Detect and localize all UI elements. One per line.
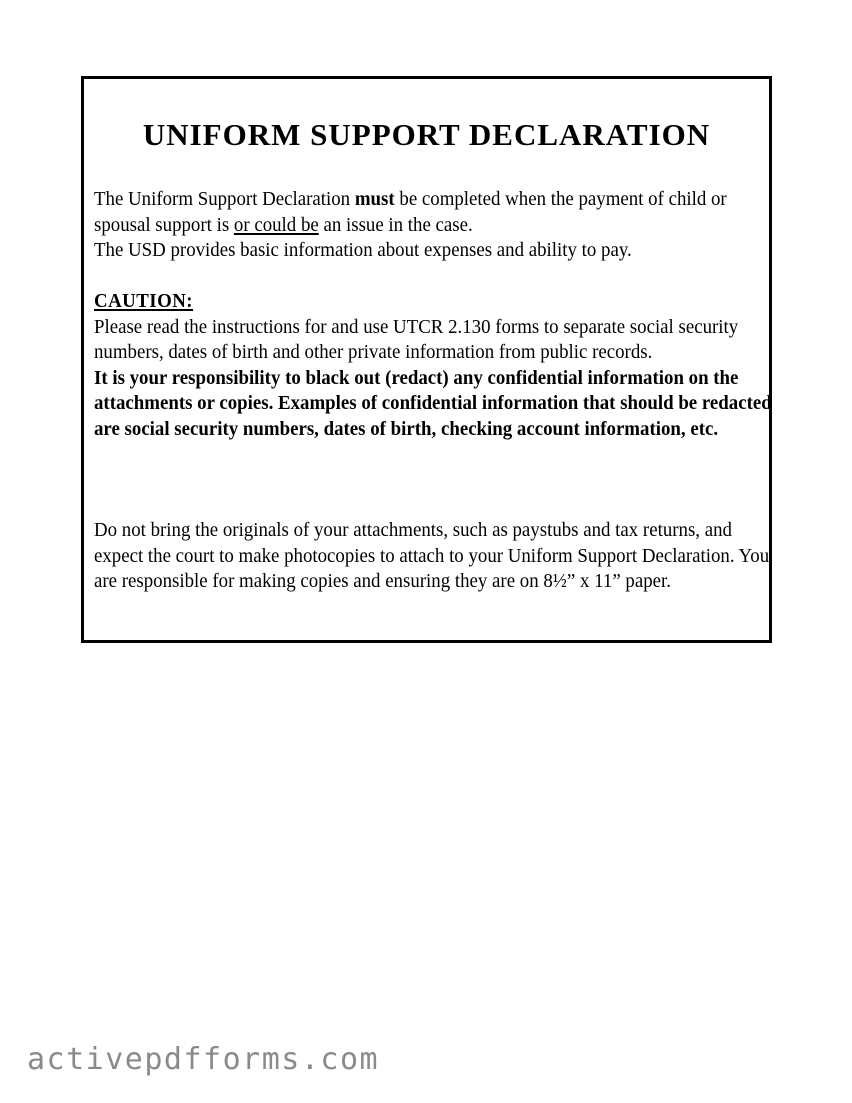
attachments-section [94,518,775,595]
caution-heading: CAUTION: [94,290,194,312]
intro-must-emphasis: must [354,188,395,210]
intro-paragraph [94,187,775,238]
intro-or-could-be-underlined: or could be [233,213,319,236]
watermark-text: activepdfforms.com [27,1042,380,1077]
attachments-text: Do not bring the originals of your attachments, such as paystubs and tax returns, and expect the court to make photocopies to attach to your Uniform Support Declaration. You are responsible for making copies and ensuring they are on 8½” x 11” paper. [94,519,770,592]
intro-text-part1: The Uniform Support Declaration [94,188,355,210]
caution-text: Please read the instructions for and use UTCR 2.130 forms to separate social security numbers, dates of birth and other private information from public records. [94,315,739,363]
page-title: UNIFORM SUPPORT DECLARATION [142,117,711,152]
intro-section [94,187,775,264]
intro-text-part2: be completed when the payment of child or spousal support is [94,188,727,236]
intro-text-part3: an issue in the case. [318,213,473,236]
notice-box [81,76,772,643]
caution-bold-text: It is your responsibility to black out (redact) any confidential information on the attachments or copies. Examples of confidential information that should be redacted are social security numbers, dates of birth, checking account information, etc. [94,366,772,440]
caution-section [94,289,775,442]
intro-usd-line: The USD provides basic information about expenses and ability to pay. [94,239,632,261]
